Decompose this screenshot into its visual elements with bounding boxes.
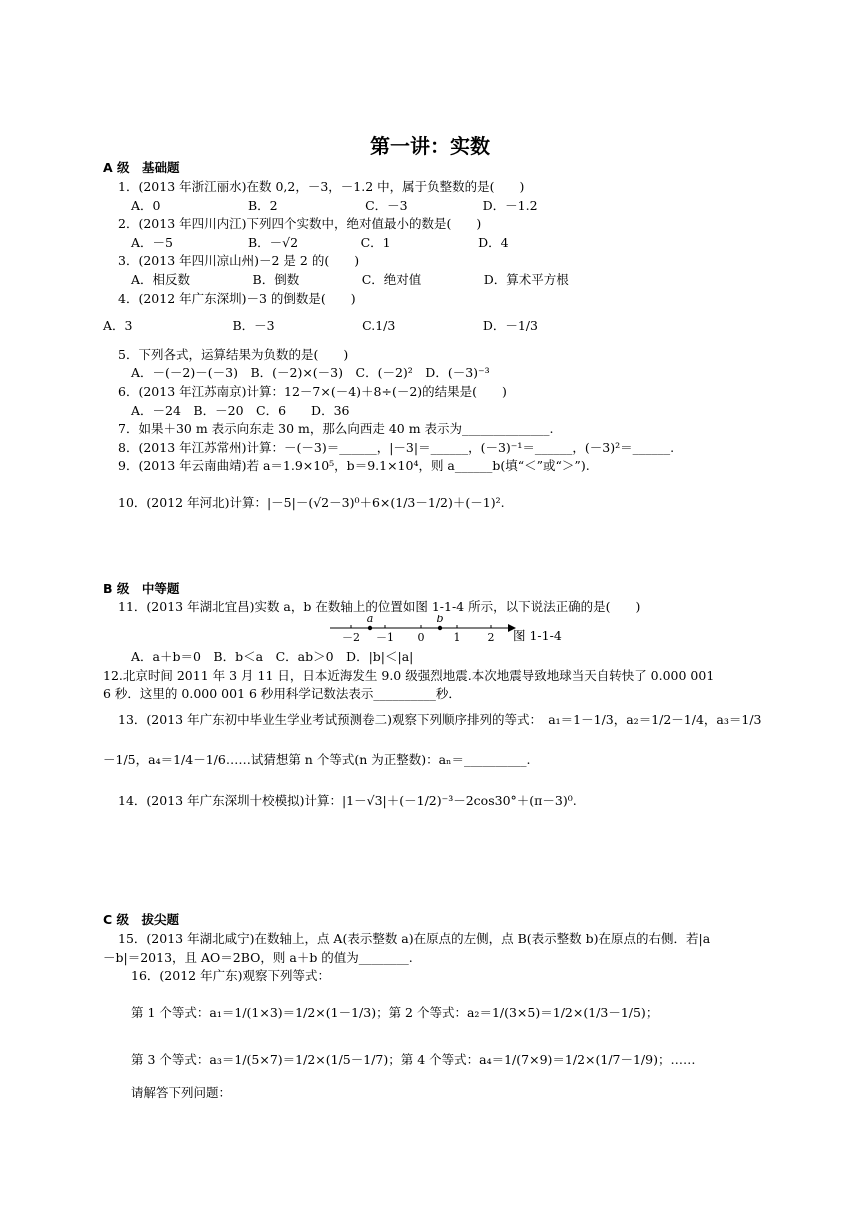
- question-11: 11．(2013 年湖北宜昌)实数 a，b 在数轴上的位置如图 1-1-4 所示，以下说法正确的是( ): [118, 599, 641, 614]
- point-a-label: a: [366, 615, 374, 625]
- section-a-heading: A 级 基础题: [103, 160, 180, 175]
- question-16-equations-1-2: 第 1 个等式：a₁＝1/(1×3)＝1/2×(1－1/3)；第 2 个等式：a₂＝1/(3×5)＝1/2×(1/3－1/5)；: [131, 1005, 659, 1020]
- tick-label: 1: [453, 631, 461, 644]
- question-1: 1．(2013 年浙江丽水)在数 0,2，－3，－1.2 中，属于负整数的是( ): [118, 179, 525, 194]
- question-15-line-2: －b|＝2013，且 AO＝2BO，则 a＋b 的值为________.: [103, 950, 413, 965]
- question-12-line-2: 6 秒．这里的 0.000 001 6 秒用科学记数法表示__________秒．: [103, 686, 461, 701]
- question-2: 2．(2013 年四川内江)下列四个实数中，绝对值最小的数是( ): [118, 216, 482, 231]
- question-15-line-1: 15．(2013 年湖北咸宁)在数轴上，点 A(表示整数 a)在原点的左侧，点 B(表示整数 b)在原点的右侧．若|a: [118, 931, 711, 946]
- question-4-options: A．3 B．－3 C.1/3 D．－1/3: [103, 318, 538, 333]
- question-3-options: A．相反数 B．倒数 C．绝对值 D．算术平方根: [131, 272, 569, 287]
- tick-label: 2: [487, 631, 495, 644]
- section-b-heading: B 级 中等题: [103, 581, 180, 596]
- question-9: 9．(2013 年云南曲靖)若 a＝1.9×10⁵，b＝9.1×10⁴，则 a______b(填“＜”或“＞”).: [118, 458, 590, 473]
- question-11-options: A．a＋b＝0 B．b＜a C．ab＞0 D．|b|＜|a|: [131, 649, 414, 664]
- question-16-prompt: 请解答下列问题：: [131, 1085, 232, 1100]
- question-13-line-1: 13．(2013 年广东初中毕业生学业考试预测卷二)观察下列顺序排列的等式： a₁＝1－1/3，a₂＝1/2－1/4，a₃＝1/3: [118, 712, 762, 727]
- figure-caption: 图 1-1-4: [513, 628, 562, 643]
- question-7: 7．如果＋30 m 表示向东走 30 m，那么向西走 40 m 表示为______________.: [118, 421, 554, 436]
- tick-label: －1: [376, 631, 394, 644]
- question-2-options: A．－5 B．－√2 C．1 D．4: [131, 235, 509, 250]
- question-12-line-1: 12.北京时间 2011 年 3 月 11 日，日本近海发生 9.0 级强烈地震.本次地震导致地球当天自转快了 0.000 001: [103, 668, 715, 683]
- question-5: 5．下列各式，运算结果为负数的是( ): [118, 347, 349, 362]
- question-6-options: A．－24 B．－20 C．6 D．36: [131, 403, 350, 418]
- question-10: 10．(2012 年河北)计算：|－5|－(√2－3)⁰＋6×(1/3－1/2)＋(－1)².: [118, 495, 505, 510]
- question-16: 16．(2012 年广东)观察下列等式：: [131, 968, 330, 983]
- question-14: 14．(2013 年广东深圳十校模拟)计算：|1－√3|＋(－1/2)⁻³－2cos30°＋(π－3)⁰.: [118, 793, 577, 808]
- tick-label: －2: [342, 631, 360, 644]
- page-title: 第一讲：实数: [370, 134, 490, 158]
- question-13-line-2: －1/5，a₄＝1/4－1/6……试猜想第 n 个等式(n 为正整数)：aₙ＝__________.: [103, 752, 531, 767]
- question-1-options: A．0 B．2 C．－3 D．－1.2: [131, 198, 538, 213]
- question-6: 6．(2013 年江苏南京)计算：12－7×(－4)＋8÷(－2)的结果是( ): [118, 384, 507, 399]
- section-c-heading: C 级 拔尖题: [103, 912, 180, 927]
- question-5-options: A．－(－2)－(－3) B．(－2)×(－3) C．(－2)² D．(－3)⁻³: [131, 365, 490, 380]
- point-b-label: b: [436, 615, 444, 625]
- question-4: 4．(2012 年广东深圳)－3 的倒数是( ): [118, 291, 356, 306]
- point-a: [368, 626, 372, 630]
- question-16-equations-3-4: 第 3 个等式：a₃＝1/(5×7)＝1/2×(1/5－1/7)；第 4 个等式：a₄＝1/(7×9)＝1/2×(1/7－1/9)；……: [131, 1052, 696, 1067]
- tick-label: 0: [417, 631, 425, 644]
- point-b: [438, 626, 442, 630]
- question-3: 3．(2013 年四川凉山州)－2 是 2 的( ): [118, 253, 360, 268]
- question-8: 8．(2013 年江苏常州)计算：－(－3)＝______，|－3|＝______，(－3)⁻¹＝______，(－3)²＝______.: [118, 440, 675, 455]
